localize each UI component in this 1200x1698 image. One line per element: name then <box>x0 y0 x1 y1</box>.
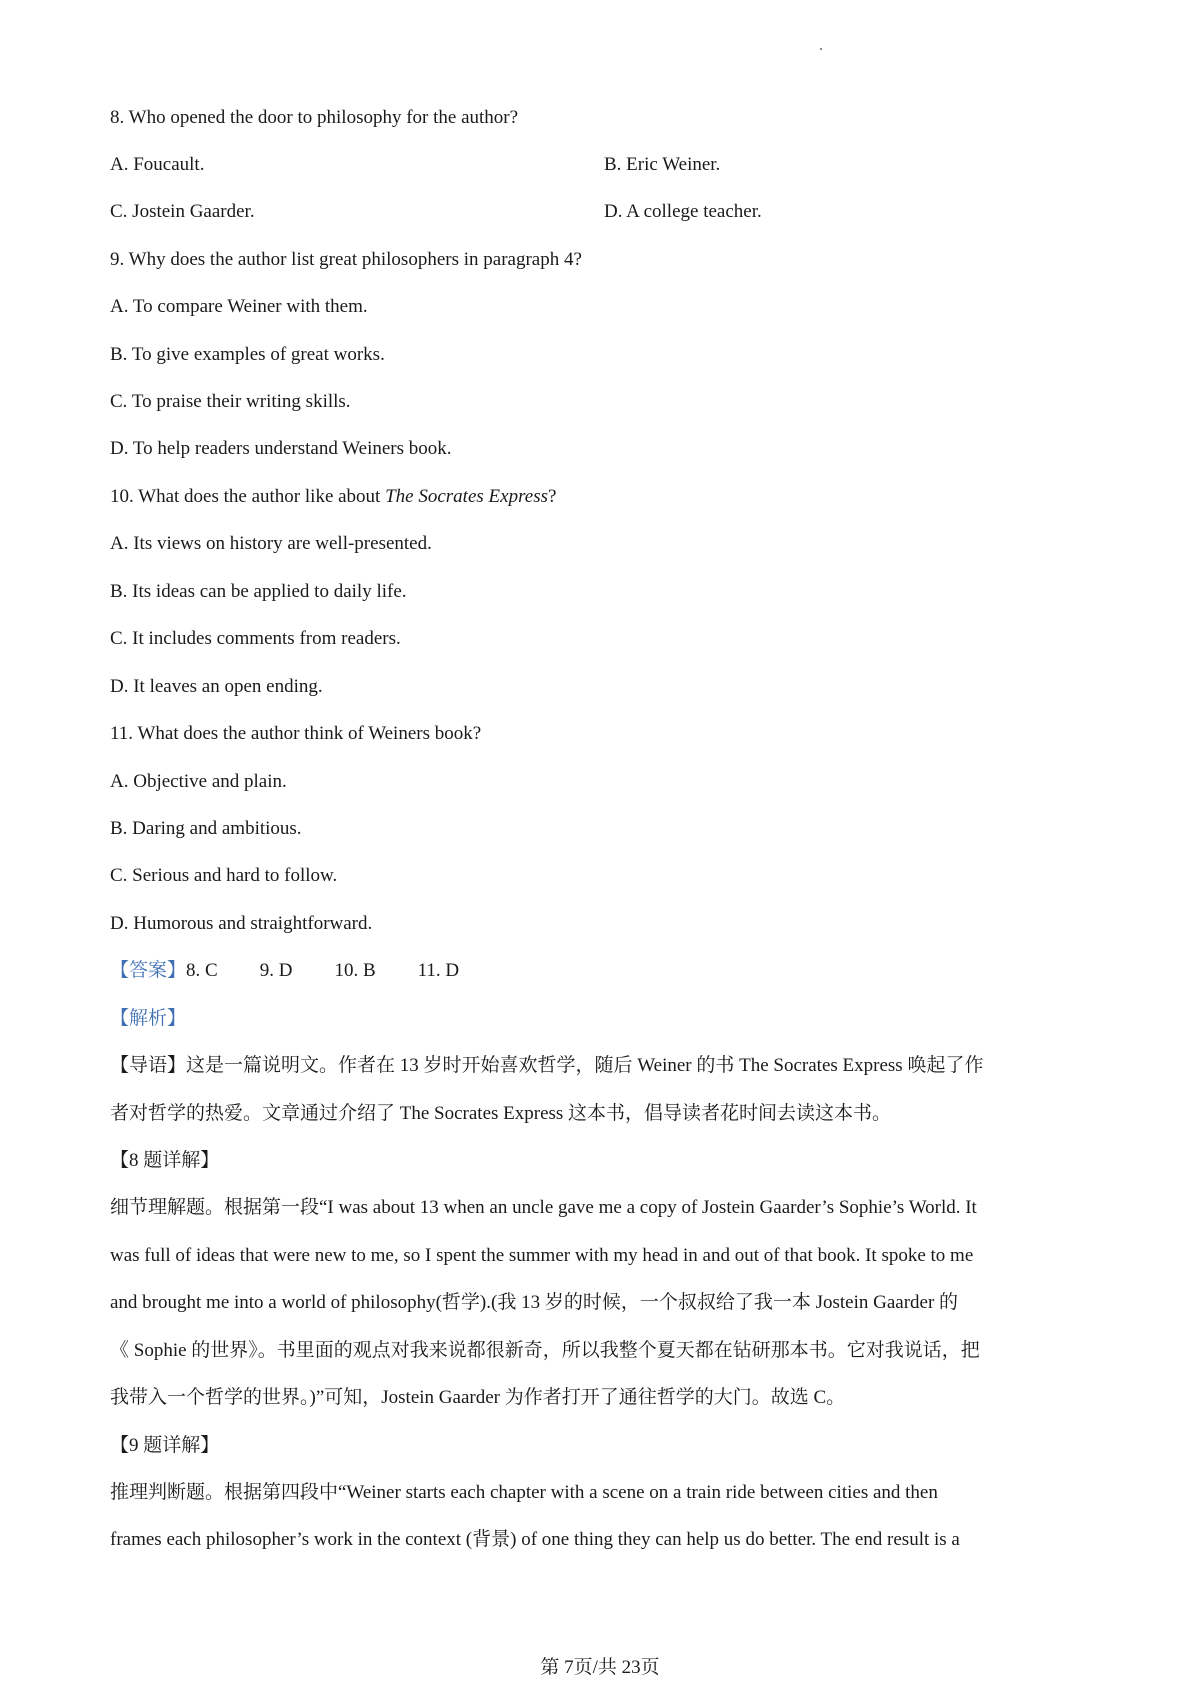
question-10-stem <box>110 485 556 509</box>
question-11-option-a: A. Objective and plain. <box>110 771 287 792</box>
question-9-option-b: B. To give examples of great works. <box>110 344 385 365</box>
question-8-option-c: C. Jostein Gaarder. <box>110 201 255 222</box>
answer-item: 8. C <box>186 960 218 981</box>
question-9-option-c: C. To praise their writing skills. <box>110 391 351 412</box>
question-10-option-b: B. Its ideas can be applied to daily life. <box>110 581 407 602</box>
answer-label: 【答案】 <box>110 960 187 981</box>
question-9-option-a: A. To compare Weiner with them. <box>110 296 368 317</box>
question-11-option-d: D. Humorous and straightforward. <box>110 913 373 934</box>
book-title: The Socrates Express <box>385 486 548 507</box>
detail-9-line-2: frames each philosopher’s work in the context (背景) of one thing they can help us do better. The end result is a <box>110 1529 960 1550</box>
scan-dot <box>820 48 822 50</box>
question-11-option-c: C. Serious and hard to follow. <box>110 865 338 886</box>
question-9-stem: 9. Why does the author list great philosophers in paragraph 4? <box>110 249 582 270</box>
answer-item: 9. D <box>259 960 293 981</box>
question-10-stem-suffix: ? <box>547 486 557 507</box>
analysis-label: 【解析】 <box>110 1008 187 1029</box>
question-8-option-b: B. Eric Weiner. <box>604 154 721 175</box>
answer-line <box>110 959 501 983</box>
detail-8-line-5: 我带入一个哲学的世界。)”可知，Jostein Gaarder 为作者打开了通往哲学的大门。故选 C。 <box>110 1387 846 1408</box>
question-10-option-a: A. Its views on history are well-presented. <box>110 533 432 554</box>
question-10-option-d: D. It leaves an open ending. <box>110 676 323 697</box>
question-11-option-b: B. Daring and ambitious. <box>110 818 302 839</box>
detail-8-line-4: 《 Sophie 的世界》。书里面的观点对我来说都很新奇，所以我整个夏天都在钻研那本书。它对我说话，把 <box>110 1340 980 1361</box>
detail-8-line-1: 细节理解题。根据第一段“I was about 13 when an uncle gave me a copy of Jostein Gaarder’s Sophie’s World. It <box>110 1197 977 1218</box>
intro-line-1: 【导语】这是一篇说明文。作者在 13 岁时开始喜欢哲学，随后 Weiner 的书 The Socrates Express 唤起了作 <box>110 1055 984 1076</box>
detail-8-line-3: and brought me into a world of philosophy(哲学).(我 13 岁的时候，一个叔叔给了我一本 Jostein Gaarder 的 <box>110 1292 959 1313</box>
answer-item: 11. D <box>417 960 460 981</box>
question-10-option-c: C. It includes comments from readers. <box>110 628 401 649</box>
detail-8-line-2: was full of ideas that were new to me, so I spent the summer with my head in and out of that book. It spoke to me <box>110 1245 974 1266</box>
intro-line-2: 者对哲学的热爱。文章通过介绍了 The Socrates Express 这本书，倡导读者花时间去读这本书。 <box>110 1103 892 1124</box>
question-8-stem: 8. Who opened the door to philosophy for the author? <box>110 107 519 128</box>
question-8-option-a: A. Foucault. <box>110 154 205 175</box>
question-8-option-d: D. A college teacher. <box>604 201 762 222</box>
detail-9-line-1: 推理判断题。根据第四段中“Weiner starts each chapter with a scene on a train ride between cities and then <box>110 1482 938 1503</box>
answer-item: 10. B <box>334 960 376 981</box>
question-11-stem: 11. What does the author think of Weiners book? <box>110 723 482 744</box>
detail-8-heading: 【8 题详解】 <box>110 1150 220 1171</box>
page-footer: 第 7页/共 23页 <box>540 1657 660 1678</box>
detail-9-heading: 【9 题详解】 <box>110 1435 220 1456</box>
question-10-stem-prefix: 10. What does the author like about <box>110 486 386 507</box>
question-9-option-d: D. To help readers understand Weiners book. <box>110 438 452 459</box>
